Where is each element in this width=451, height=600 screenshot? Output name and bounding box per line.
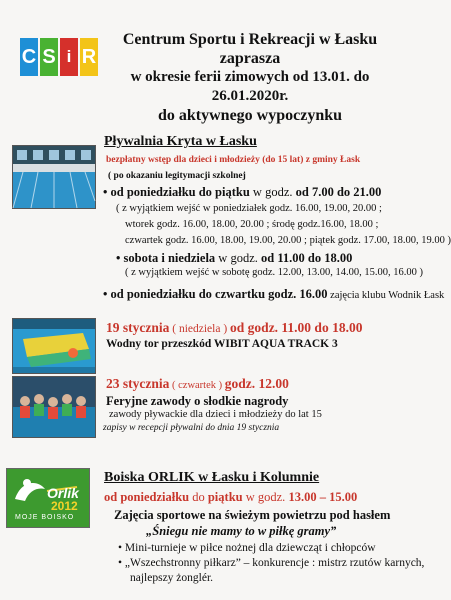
pool-exceptions-4: ( z wyjątkiem wejść w sobotę godz. 12.00, 13.00, 14.00, 15.00, 16.00 ) [125,267,424,278]
header-line-3: w okresie ferii zimowych od 13.01. do 26.01.2020r. [130,69,370,104]
pool-free-entry: bezpłatny wstęp dla dzieci i młodzieży (do 15 lat) z gminy Łask [106,155,361,165]
pool-exceptions-3: czwartek godz. 16.00, 18.00, 19.00, 20.00 ; piątek godz. 17.00, 18.00, 19.00 ) [125,235,451,246]
pool-title: Pływalnia Kryta w Łasku [104,134,257,149]
logo-letter-s: S [40,38,58,76]
pool-bullet-weekdays: • od poniedziałku do piątku w godz. od 7.00 do 21.00 [103,185,382,199]
pool-bullet-club: • od poniedziałku do czwartku godz. 16.00 zajęcia klubu Wodnik Łask [103,287,445,301]
orlik-line-4: • „Wszechstronny piłkarz” – konkurencje : mistrz rzutów karnych, [118,557,425,569]
header-line-2: zaprasza [219,50,281,67]
pool-exceptions-1: ( z wyjątkiem wejść w poniedziałek godz. 16.00, 19.00, 20.00 ; [116,203,382,214]
event2-title: Feryjne zawody o słodkie nagrody [106,394,289,408]
header [100,30,400,125]
logo-letter-c: C [20,38,38,76]
logo-letter-r: R [80,38,98,76]
pool-id-note: ( po okazaniu legitymacji szkolnej [108,171,246,181]
event2-when: 23 stycznia ( czwartek ) godz. 12.00 [106,376,289,391]
orlik-line-5: najlepszy żonglér. [130,572,214,584]
orlik-logo-text: Orlik [47,485,79,501]
orlik-when: od poniedziałku do piątku w godz. 13.00 – 15.00 [104,490,358,504]
orlik-title: Boiska ORLIK w Łasku i Kolumnie [104,470,320,485]
orlik-logo-year: 2012 [51,499,78,513]
orlik-line-1: Zajęcia sportowe na świeżym powietrzu pod hasłem [114,508,391,522]
event1-desc: Wodny tor przeszkód WIBIT AQUA TRACK 3 [106,338,338,350]
aqua-track-photo [12,318,96,374]
pool-photo [12,145,96,209]
swim-competition-photo [12,376,96,438]
orlik-logo [6,468,90,528]
event1-when: 19 stycznia ( niedziela ) od godz. 11.00 do 18.00 [106,320,363,335]
pool-bullet-weekend: • sobota i niedziela w godz. od 11.00 do 18.00 [116,251,353,265]
pool-exceptions-2: wtorek godz. 16.00, 18.00, 20.00 ; środę godz.16.00, 18.00 ; [125,219,379,230]
orlik-line-2: „Śniegu nie mamy to w piłkę gramy” [146,524,337,538]
header-line-1: Centrum Sportu i Rekreacji w Łasku [122,31,378,48]
header-line-4: do aktywnego wypoczynku [157,107,343,124]
logo-letter-i: i [60,38,78,76]
event2-note: zapisy w recepcji pływalni do dnia 19 stycznia [103,423,280,433]
csir-logo [20,38,98,76]
orlik-logo-sub: MOJE BOISKO [15,514,75,521]
event2-desc: zawody pływackie dla dzieci i młodzieży do lat 15 [109,409,322,420]
orlik-line-3: • Mini-turnieje w piłce nożnej dla dziewcząt i chłopców [118,542,376,554]
